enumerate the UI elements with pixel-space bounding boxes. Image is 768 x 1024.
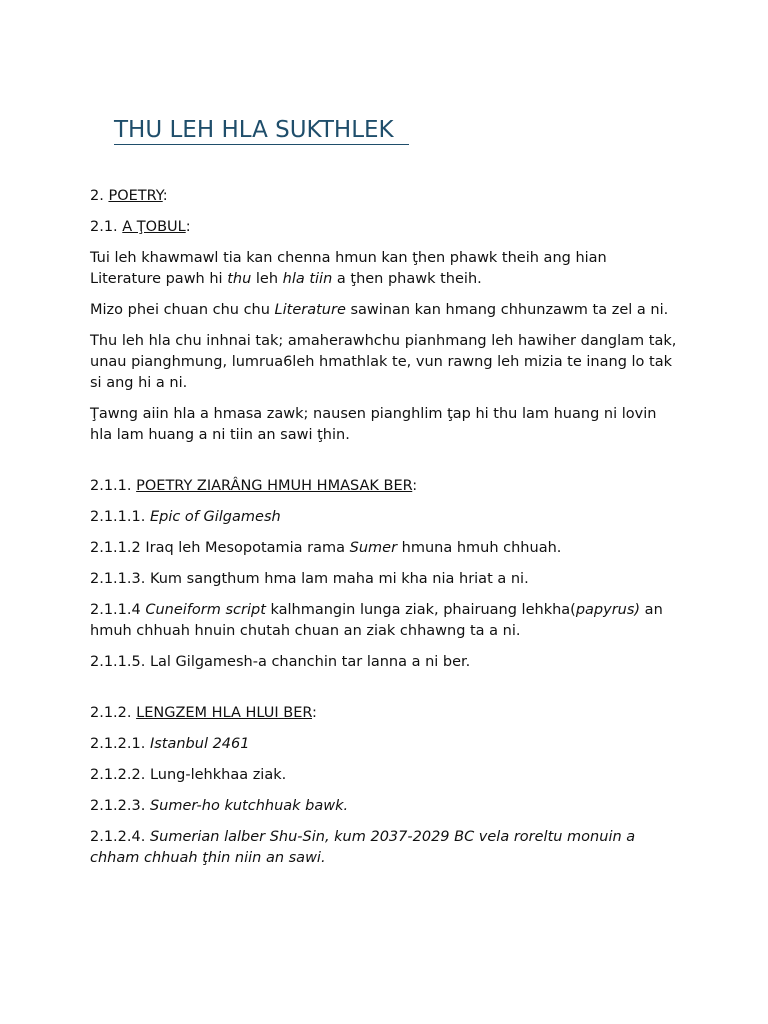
italic-run: Literature bbox=[274, 302, 346, 318]
section-label: A ŢOBUL bbox=[122, 219, 186, 235]
list-item-2-1-2-4 bbox=[90, 827, 680, 869]
section-colon: : bbox=[185, 219, 191, 235]
item-number: 2.1.2.3. bbox=[90, 798, 150, 814]
list-item-2-1-1-5: 2.1.1.5. Lal Gilgamesh-a chanchin tar lanna a ni ber. bbox=[90, 654, 471, 670]
section-label: POETRY ZIARÂNG HMUH HMASAK BER bbox=[136, 478, 413, 494]
list-item-2-1-1-4 bbox=[90, 600, 680, 642]
section-colon: : bbox=[412, 478, 418, 494]
text-run: Tui leh khawmawl tia kan chenna hmun kan ţhen phawk theih ang hian Literature pawh hi bbox=[90, 250, 607, 287]
section-heading-2-1 bbox=[90, 217, 680, 238]
section-colon: : bbox=[312, 705, 317, 721]
list-item-2-1-2-2: 2.1.2.2. Lung-lehkhaa ziak. bbox=[90, 767, 287, 783]
italic-run: Cuneiform script bbox=[145, 602, 266, 618]
italic-run: hla tiin bbox=[282, 271, 333, 287]
section-heading-2-1-1 bbox=[90, 476, 680, 497]
section-number: 2.1. bbox=[90, 219, 123, 235]
text-run: kalhmangin lunga ziak, phairuang lehkha( bbox=[265, 602, 576, 618]
spacer bbox=[90, 456, 680, 476]
paragraph-4: Ţawng aiin hla a hmasa zawk; nausen pianghlim ţap hi thu lam huang ni lovin hla lam huang a ni tiin an sawi ţhin. bbox=[90, 406, 657, 443]
section-number: 2. bbox=[90, 188, 109, 204]
section-heading-2 bbox=[90, 186, 680, 207]
section-heading-2-1-2 bbox=[90, 703, 680, 724]
italic-run: Sumer bbox=[349, 540, 398, 556]
text-run: sawinan kan hmang chhunzawm ta zel a ni. bbox=[345, 302, 669, 318]
section-number: 2.1.1. bbox=[90, 478, 137, 494]
italic-run: Sumer-ho kutchhuak bawk. bbox=[149, 798, 349, 814]
paragraph-2 bbox=[90, 300, 680, 321]
list-item-2-1-2-1 bbox=[90, 734, 680, 755]
italic-run: Istanbul 2461 bbox=[149, 736, 250, 752]
text-run: an hmuh chhuah hnuin chutah chuan an ziak chhawng ta a ni. bbox=[90, 602, 663, 639]
paragraph-1 bbox=[90, 248, 680, 290]
section-number: 2.1.2. bbox=[90, 705, 137, 721]
text-run: hmuna hmuh chhuah. bbox=[397, 540, 562, 556]
list-item-2-1-2-3 bbox=[90, 796, 680, 817]
item-number: 2.1.1.1. bbox=[90, 509, 150, 525]
section-label: LENGZEM HLA HLUI BER bbox=[136, 705, 313, 721]
text-run: Mizo phei chuan chu chu bbox=[90, 302, 275, 318]
text-run: 2.1.1.2 Iraq leh Mesopotamia rama bbox=[90, 540, 350, 556]
document-title: THU LEH HLA SUKTHLEK bbox=[114, 116, 409, 145]
paragraph-3: Thu leh hla chu inhnai tak; amaherawhchu pianhmang leh hawiher danglam tak, unau pianghmung, lumrua6leh hmathlak te, vun rawng leh mizia te inang lo tak si ang hi a ni. bbox=[90, 333, 677, 391]
item-number: 2.1.2.4. bbox=[90, 829, 150, 845]
spacer bbox=[90, 683, 680, 703]
item-number: 2.1.2.1. bbox=[90, 736, 150, 752]
section-label: POETRY bbox=[108, 188, 163, 204]
document-body bbox=[90, 186, 680, 879]
italic-run: thu bbox=[227, 271, 252, 287]
item-number: 2.1.1.4 bbox=[90, 602, 146, 618]
list-item-2-1-1-1 bbox=[90, 507, 680, 528]
italic-run: Epic of Gilgamesh bbox=[149, 509, 281, 525]
italic-run: papyrus) bbox=[575, 602, 641, 618]
section-colon: : bbox=[162, 188, 168, 204]
italic-run: Sumerian lalber Shu-Sin, kum 2037-2029 BC vela roreltu monuin a chham chhuah ţhin niin an sawi. bbox=[90, 829, 636, 866]
list-item-2-1-1-2 bbox=[90, 538, 680, 559]
text-run: leh bbox=[251, 271, 283, 287]
text-run: a ţhen phawk theih. bbox=[332, 271, 482, 287]
list-item-2-1-1-3: 2.1.1.3. Kum sangthum hma lam maha mi kha nia hriat a ni. bbox=[90, 571, 529, 587]
